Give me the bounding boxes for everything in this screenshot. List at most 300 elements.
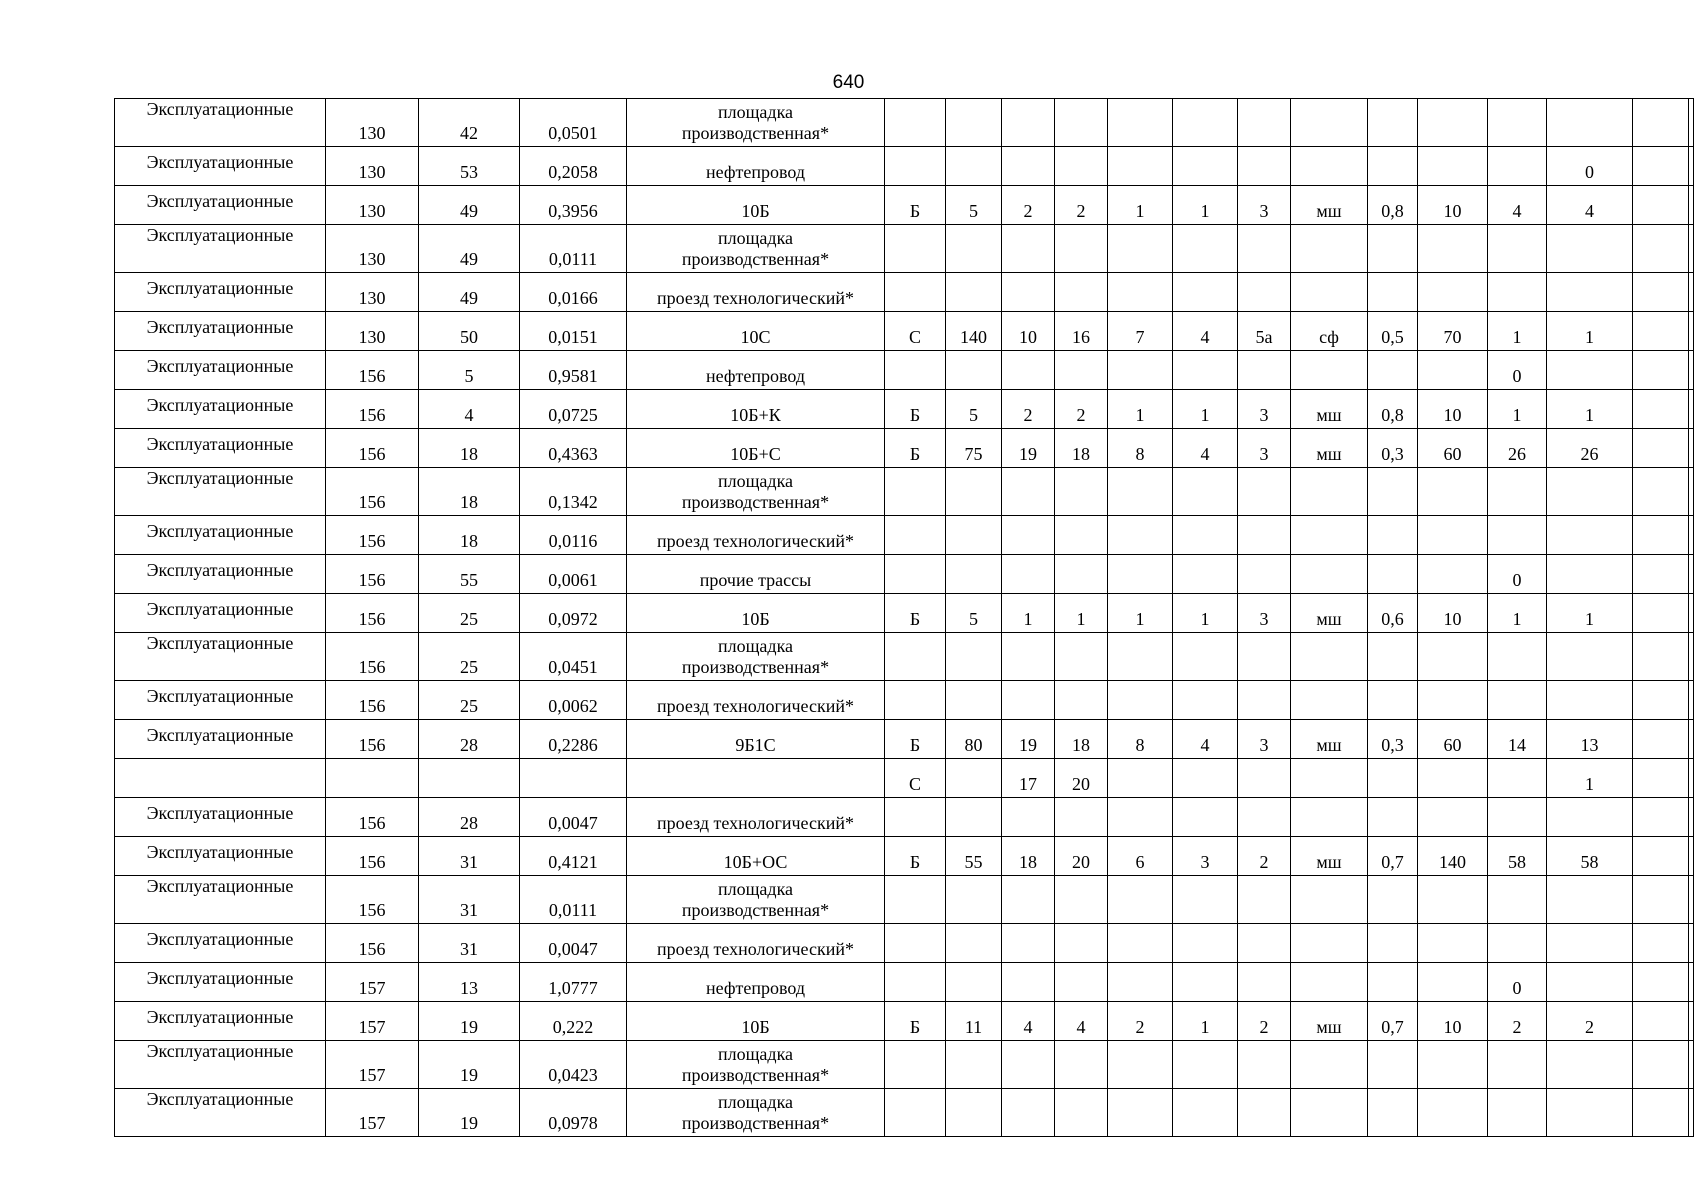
data-cell [946,681,1002,720]
data-cell: 20 [1055,837,1108,876]
data-cell: 18 [1055,720,1108,759]
data-cell [1108,1041,1173,1089]
area-cell: 0,2058 [520,147,627,186]
data-cell [1547,876,1633,924]
data-cell: 0,3 [1368,429,1418,468]
data-cell [946,468,1002,516]
data-cell [1633,186,1689,225]
area-cell: 0,0116 [520,516,627,555]
data-cell [1689,594,1694,633]
data-cell [1173,351,1238,390]
data-cell: 4 [1173,429,1238,468]
data-cell [1108,633,1173,681]
data-cell [1368,633,1418,681]
data-cell [1173,924,1238,963]
area-cell: 0,0501 [520,99,627,147]
data-cell [1547,516,1633,555]
data-cell [1547,99,1633,147]
data-cell [1418,759,1488,798]
area-cell: 0,0111 [520,225,627,273]
data-cell: 18 [1002,837,1055,876]
data-cell [1547,798,1633,837]
area-cell: 0,0047 [520,924,627,963]
purpose-cell: 9Б1С [627,720,885,759]
data-cell [1547,555,1633,594]
data-cell [1108,147,1173,186]
data-cell [1173,1041,1238,1089]
quarter-cell: 157 [326,1002,419,1041]
area-cell: 0,9581 [520,351,627,390]
data-cell [946,351,1002,390]
data-cell: 80 [946,720,1002,759]
data-cell [1547,225,1633,273]
data-cell [1002,468,1055,516]
data-cell [1418,351,1488,390]
data-cell: 140 [946,312,1002,351]
data-cell: мш [1291,1002,1368,1041]
data-cell [885,516,946,555]
data-cell [1055,1041,1108,1089]
category-cell: Эксплуатационные [115,963,326,1002]
data-cell [1238,681,1291,720]
data-cell [1002,963,1055,1002]
purpose-cell: проезд технологический* [627,273,885,312]
data-cell [1689,963,1694,1002]
data-cell [1368,1089,1418,1137]
data-cell [1418,924,1488,963]
table-row [115,99,1694,147]
data-cell [1108,555,1173,594]
category-cell: Эксплуатационные [115,594,326,633]
data-cell [1488,225,1547,273]
table-row [115,225,1694,273]
table-row [115,468,1694,516]
data-cell: мш [1291,594,1368,633]
data-cell [1238,924,1291,963]
data-cell: 26 [1488,429,1547,468]
data-cell [1238,351,1291,390]
area-cell: 0,0047 [520,798,627,837]
data-cell: 6 [1108,837,1173,876]
data-cell [885,351,946,390]
data-cell [1547,963,1633,1002]
data-cell [1173,516,1238,555]
section-cell: 49 [419,225,520,273]
area-cell: 0,4121 [520,837,627,876]
table-row [115,516,1694,555]
table-row [115,759,1694,798]
category-cell: Эксплуатационные [115,351,326,390]
data-cell: 2 [1002,186,1055,225]
section-cell: 18 [419,516,520,555]
data-cell: 5а [1238,312,1291,351]
data-cell [1488,1041,1547,1089]
data-cell [1547,273,1633,312]
quarter-cell: 157 [326,1041,419,1089]
data-cell: 0 [1547,147,1633,186]
table-row [115,720,1694,759]
data-cell [1291,924,1368,963]
area-cell [520,759,627,798]
data-cell [1689,681,1694,720]
data-cell: сф [1291,312,1368,351]
data-cell: Б [885,390,946,429]
area-cell: 0,0423 [520,1041,627,1089]
data-cell: 1 [1547,594,1633,633]
data-cell: Б [885,720,946,759]
section-cell: 53 [419,147,520,186]
data-cell [946,633,1002,681]
data-cell: 2 [1488,1002,1547,1041]
section-cell: 4 [419,390,520,429]
data-cell: 10 [1418,390,1488,429]
data-cell: мш [1291,429,1368,468]
data-cell [885,99,946,147]
category-cell: Эксплуатационные [115,99,326,147]
data-cell [1002,99,1055,147]
data-cell: 1 [1173,1002,1238,1041]
data-cell [946,273,1002,312]
data-cell: 17 [1002,759,1055,798]
data-cell [1173,99,1238,147]
data-cell: 4 [1488,186,1547,225]
data-cell: 1 [1055,594,1108,633]
data-cell: 2 [1002,390,1055,429]
data-cell [1418,225,1488,273]
quarter-cell: 157 [326,1089,419,1137]
data-cell [1633,681,1689,720]
data-cell [1689,99,1694,147]
data-cell [1238,147,1291,186]
data-cell [1291,798,1368,837]
data-cell: 140 [1418,837,1488,876]
section-cell: 49 [419,186,520,225]
data-cell [1108,351,1173,390]
data-cell [1633,876,1689,924]
section-cell: 31 [419,876,520,924]
data-cell: 1 [1173,390,1238,429]
data-cell: 5 [946,594,1002,633]
area-cell: 0,0061 [520,555,627,594]
data-cell [1368,759,1418,798]
data-cell [1633,468,1689,516]
data-cell [1173,633,1238,681]
data-cell [1291,99,1368,147]
area-cell: 0,2286 [520,720,627,759]
data-cell: 3 [1238,186,1291,225]
data-cell [1633,429,1689,468]
purpose-cell: проезд технологический* [627,516,885,555]
data-cell [1108,681,1173,720]
category-cell: Эксплуатационные [115,390,326,429]
category-cell: Эксплуатационные [115,1041,326,1089]
data-cell: 14 [1488,720,1547,759]
quarter-cell: 130 [326,225,419,273]
data-cell [1488,99,1547,147]
data-cell [1002,225,1055,273]
data-cell: 1 [1108,186,1173,225]
data-cell [1238,633,1291,681]
data-cell [1108,963,1173,1002]
data-cell: 1 [1173,594,1238,633]
data-cell: 60 [1418,429,1488,468]
data-cell [1418,681,1488,720]
quarter-cell: 156 [326,681,419,720]
data-cell [1108,99,1173,147]
data-cell [1173,555,1238,594]
data-cell [1173,468,1238,516]
area-cell: 0,0062 [520,681,627,720]
data-cell: 5 [946,186,1002,225]
area-cell: 0,222 [520,1002,627,1041]
data-cell [1002,681,1055,720]
data-cell: 75 [946,429,1002,468]
data-cell [1173,681,1238,720]
data-cell [1488,681,1547,720]
category-cell [115,759,326,798]
data-cell: 58 [1488,837,1547,876]
data-cell [1173,1089,1238,1137]
data-cell: 4 [1002,1002,1055,1041]
data-cell: 1 [1108,390,1173,429]
data-cell: 1 [1547,390,1633,429]
data-cell: 4 [1547,186,1633,225]
data-cell [885,273,946,312]
quarter-cell: 156 [326,594,419,633]
area-cell: 0,0972 [520,594,627,633]
data-cell [1633,633,1689,681]
page-number: 640 [832,72,865,93]
section-cell: 18 [419,468,520,516]
section-cell: 31 [419,924,520,963]
area-cell: 0,0151 [520,312,627,351]
data-cell [1368,516,1418,555]
data-cell [1291,351,1368,390]
quarter-cell: 156 [326,390,419,429]
table-row [115,390,1694,429]
data-cell [1291,147,1368,186]
data-cell: 11 [946,1002,1002,1041]
quarter-cell: 130 [326,273,419,312]
purpose-cell: площадка производственная* [627,633,885,681]
data-cell [1418,798,1488,837]
data-cell: 0,8 [1368,186,1418,225]
table-row [115,186,1694,225]
data-cell: 1 [1488,390,1547,429]
data-cell [1418,876,1488,924]
data-cell [1418,147,1488,186]
category-cell: Эксплуатационные [115,273,326,312]
data-cell [1633,99,1689,147]
quarter-cell: 156 [326,837,419,876]
purpose-cell: 10Б+С [627,429,885,468]
data-cell [1689,1002,1694,1041]
table-row [115,924,1694,963]
table-row [115,351,1694,390]
data-cell [1055,963,1108,1002]
data-cell [1291,963,1368,1002]
data-cell [1238,516,1291,555]
data-cell [1108,225,1173,273]
data-cell [1173,759,1238,798]
data-cell [1368,273,1418,312]
data-cell [1633,1002,1689,1041]
data-cell [1633,351,1689,390]
quarter-cell: 156 [326,555,419,594]
data-cell: 1 [1002,594,1055,633]
data-cell [1002,516,1055,555]
data-cell [1055,633,1108,681]
data-cell: 1 [1488,594,1547,633]
data-cell: 19 [1002,429,1055,468]
data-cell [1633,924,1689,963]
data-cell [1055,351,1108,390]
data-cell [946,924,1002,963]
data-cell [885,225,946,273]
area-cell: 0,4363 [520,429,627,468]
data-cell [1055,555,1108,594]
quarter-cell: 130 [326,186,419,225]
data-cell [1547,633,1633,681]
data-cell [1108,924,1173,963]
data-cell [1418,273,1488,312]
data-cell [1689,555,1694,594]
data-cell [1291,468,1368,516]
data-cell: 19 [1002,720,1055,759]
data-cell [1418,555,1488,594]
category-cell: Эксплуатационные [115,798,326,837]
forest-inventory-table [114,98,1694,1137]
category-cell: Эксплуатационные [115,837,326,876]
quarter-cell: 156 [326,351,419,390]
data-cell: Б [885,186,946,225]
purpose-cell: 10Б [627,594,885,633]
data-cell [1488,147,1547,186]
category-cell: Эксплуатационные [115,681,326,720]
quarter-cell: 156 [326,468,419,516]
data-cell [1368,1041,1418,1089]
table-row [115,1041,1694,1089]
data-cell: 16 [1055,312,1108,351]
area-cell: 0,0166 [520,273,627,312]
data-cell [1055,468,1108,516]
data-cell [1173,147,1238,186]
section-cell: 25 [419,681,520,720]
data-cell [946,99,1002,147]
data-cell [1418,963,1488,1002]
data-cell [1689,186,1694,225]
purpose-cell: прочие трассы [627,555,885,594]
data-cell [1291,633,1368,681]
data-cell [1689,1089,1694,1137]
data-cell: 10 [1418,186,1488,225]
data-cell [1689,468,1694,516]
data-cell: 0,6 [1368,594,1418,633]
data-cell [1055,516,1108,555]
data-cell [1055,1089,1108,1137]
data-cell: 1 [1488,312,1547,351]
section-cell: 19 [419,1041,520,1089]
data-cell [1689,720,1694,759]
data-cell [885,876,946,924]
data-cell [1488,468,1547,516]
purpose-cell: 10С [627,312,885,351]
quarter-cell: 156 [326,429,419,468]
data-cell [1368,876,1418,924]
data-cell [1689,516,1694,555]
area-cell: 0,3956 [520,186,627,225]
table-row [115,555,1694,594]
data-cell: 26 [1547,429,1633,468]
area-cell: 0,0978 [520,1089,627,1137]
data-cell [1488,1089,1547,1137]
data-cell [885,1041,946,1089]
data-cell [1173,798,1238,837]
data-cell [1002,924,1055,963]
purpose-cell: 10Б+ОС [627,837,885,876]
table-row [115,876,1694,924]
data-cell [1108,516,1173,555]
section-cell: 5 [419,351,520,390]
data-cell [1291,225,1368,273]
data-cell [1368,468,1418,516]
purpose-cell: нефтепровод [627,147,885,186]
purpose-cell: площадка производственная* [627,876,885,924]
data-cell [1055,99,1108,147]
data-cell [1418,468,1488,516]
data-cell: 1 [1173,186,1238,225]
table-row [115,1089,1694,1137]
quarter-cell: 130 [326,99,419,147]
category-cell: Эксплуатационные [115,555,326,594]
data-cell: 58 [1547,837,1633,876]
data-cell: мш [1291,186,1368,225]
data-cell [1418,99,1488,147]
data-cell: С [885,759,946,798]
category-cell: Эксплуатационные [115,147,326,186]
section-cell: 18 [419,429,520,468]
quarter-cell: 156 [326,720,419,759]
data-cell [1689,273,1694,312]
quarter-cell [326,759,419,798]
data-cell: Б [885,429,946,468]
data-cell: 4 [1173,720,1238,759]
quarter-cell: 130 [326,312,419,351]
data-cell [1238,273,1291,312]
data-cell: 10 [1418,594,1488,633]
data-cell [1055,147,1108,186]
purpose-cell: 10Б+К [627,390,885,429]
data-cell [1368,555,1418,594]
data-cell: 0 [1488,555,1547,594]
data-cell [1002,876,1055,924]
section-cell: 28 [419,720,520,759]
data-cell [1633,1041,1689,1089]
data-cell: 0,7 [1368,1002,1418,1041]
section-cell: 25 [419,594,520,633]
data-cell [1418,633,1488,681]
table-row [115,594,1694,633]
data-cell [1002,273,1055,312]
category-cell: Эксплуатационные [115,1089,326,1137]
table-row [115,1002,1694,1041]
section-cell: 28 [419,798,520,837]
data-cell [1291,273,1368,312]
data-cell [1238,798,1291,837]
data-cell [1238,1089,1291,1137]
data-cell [885,147,946,186]
purpose-cell: площадка производственная* [627,468,885,516]
